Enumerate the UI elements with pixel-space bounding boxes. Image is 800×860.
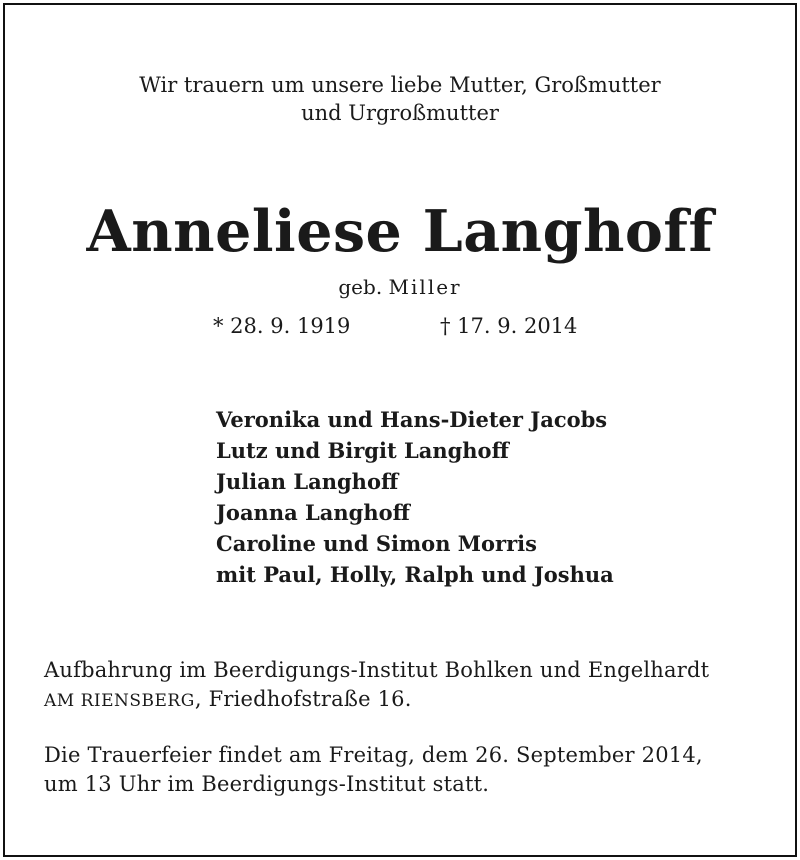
maiden-name: Miller <box>388 275 462 299</box>
service-info <box>44 741 703 799</box>
death-date: † 17. 9. 2014 <box>440 314 578 338</box>
birth-date: * 28. 9. 1919 <box>213 314 351 338</box>
maiden-prefix: geb. <box>338 275 383 299</box>
wake-address: , Friedhofstraße 16. <box>194 687 412 711</box>
family-member: Caroline und Simon Morris <box>216 531 537 556</box>
wake-info <box>44 656 709 716</box>
family-member: Julian Langhoff <box>216 469 399 494</box>
service-line-2: um 13 Uhr im Beerdigungs-Institut statt. <box>44 772 490 796</box>
family-member: mit Paul, Holly, Ralph und Joshua <box>216 562 614 587</box>
intro-line-2: und Urgroßmutter <box>301 101 499 125</box>
maiden-name-line <box>0 273 800 301</box>
wake-line-1: Aufbahrung im Beerdigungs-Institut Bohlken und Engelhardt <box>44 658 710 682</box>
family-member: Joanna Langhoff <box>216 500 410 525</box>
service-line-1: Die Trauerfeier findet am Freitag, dem 26. September 2014, <box>44 743 703 767</box>
intro-text <box>0 71 800 127</box>
intro-line-1: Wir trauern um unsere liebe Mutter, Großmutter <box>139 73 661 97</box>
wake-location: AM RIENSBERG <box>44 691 195 711</box>
family-member: Veronika und Hans-Dieter Jacobs <box>216 407 608 432</box>
wake-line-2 <box>44 685 709 716</box>
deceased-name: Anneliese Langhoff <box>86 198 714 265</box>
family-member: Lutz und Birgit Langhoff <box>216 438 509 463</box>
family-list <box>216 404 614 590</box>
